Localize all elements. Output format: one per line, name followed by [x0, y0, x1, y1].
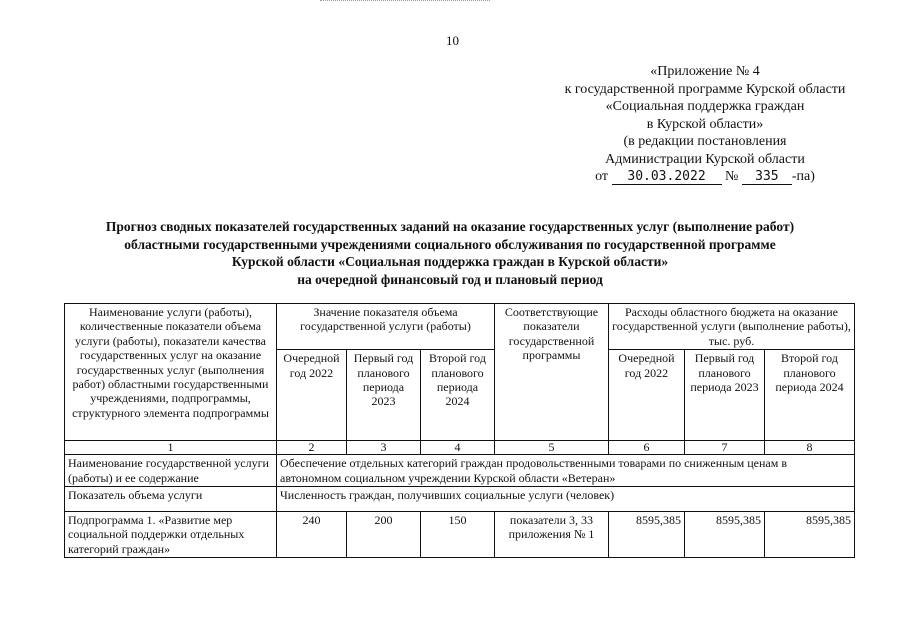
volume-indicator-label: Показатель объема услуги	[65, 487, 277, 512]
appendix-line: «Приложение № 4	[650, 64, 760, 79]
title-line: Курской области «Социальная поддержка граждан в Курской области»	[231, 254, 669, 269]
appendix-line: (в редакции постановления	[623, 134, 787, 149]
table-header-row	[65, 304, 855, 350]
volume-indicator-value: Численность граждан, получивших социальные услуги (человек)	[277, 487, 855, 512]
header-volume-2023: Первый год планового периода 2023	[347, 350, 421, 441]
number-suffix: -па)	[791, 169, 815, 184]
column-number-row	[65, 441, 855, 455]
appendix-line: «Социальная поддержка граждан	[605, 99, 805, 114]
service-value: Обеспечение отдельных категорий граждан продовольственными товарами по сниженным ценам в автономном социальном учреждении Курской области «Ветеран»	[277, 455, 855, 487]
title-line: областными государственными учреждениями социального обслуживания по государственной программе	[124, 236, 776, 252]
column-number: 8	[765, 441, 855, 455]
volume-indicator-row	[65, 487, 855, 512]
title-line: Прогноз сводных показателей государственных заданий на оказание государственных услуг (выполнение работ)	[105, 219, 795, 234]
compliance-value: показатели 3, 33 приложения № 1	[495, 512, 609, 558]
header-volume-group: Значение показателя объема государственной услуги (работы)	[277, 304, 495, 350]
scan-artifact	[320, 0, 490, 3]
column-number: 3	[347, 441, 421, 455]
column-number: 1	[65, 441, 277, 455]
header-expense-group: Расходы областного бюджета на оказание государственной услуги (выполнение работы), тыс. руб.	[609, 304, 855, 350]
date-value: 30.03.2022	[612, 170, 722, 185]
appendix-line: в Курской области»	[646, 116, 764, 132]
column-number: 2	[277, 441, 347, 455]
date-prefix: от	[595, 169, 609, 184]
volume-value-2023: 200	[347, 512, 421, 558]
header-compliance: Соответствующие показатели государственной программы	[495, 304, 609, 441]
indicators-table	[64, 303, 855, 558]
number-value: 335	[742, 170, 792, 185]
header-expense-2022: Очередной год 2022	[609, 350, 685, 441]
subprogram-label: Подпрограмма 1. «Развитие мер социальной поддержки отдельных категорий граждан»	[65, 512, 277, 558]
expense-value-2022: 8595,385	[609, 512, 685, 558]
number-sign: №	[725, 169, 739, 184]
column-number: 7	[685, 441, 765, 455]
header-volume-2022: Очередной год 2022	[277, 350, 347, 441]
service-label: Наименование государственной услуги (работы) и ее содержание	[65, 455, 277, 487]
header-expense-2024: Второй год планового периода 2024	[765, 350, 855, 441]
page-number: 10	[446, 33, 459, 48]
column-number: 5	[495, 441, 609, 455]
header-service-name: Наименование услуги (работы), количественные показатели объема услуги (работы), показатели качества государственных услуг на оказание государственных услуг (выполнения работ) областными государственными учреждениями, подпрограммы, структурного элемента подпрограммы	[65, 304, 277, 441]
appendix-line: к государственной программе Курской области	[564, 81, 846, 97]
expense-value-2023: 8595,385	[685, 512, 765, 558]
expense-value-2024: 8595,385	[765, 512, 855, 558]
appendix-line: Администрации Курской области	[605, 151, 805, 167]
header-volume-2024: Второй год планового периода 2024	[421, 350, 495, 441]
volume-value-2022: 240	[277, 512, 347, 558]
document-title	[60, 218, 840, 288]
subprogram-row	[65, 512, 855, 558]
appendix-date-line	[540, 168, 870, 186]
appendix-header	[540, 63, 870, 186]
service-row	[65, 455, 855, 487]
header-expense-2023: Первый год планового периода 2023	[685, 350, 765, 441]
column-number: 6	[609, 441, 685, 455]
volume-value-2024: 150	[421, 512, 495, 558]
column-number: 4	[421, 441, 495, 455]
title-line: на очередной финансовый год и плановый период	[297, 271, 603, 287]
